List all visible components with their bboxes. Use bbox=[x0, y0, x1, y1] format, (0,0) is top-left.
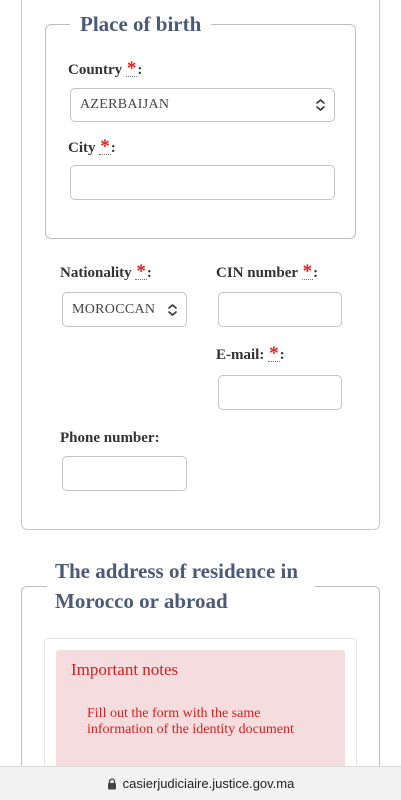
country-select[interactable]: AZERBAIJAN bbox=[70, 88, 335, 122]
address-legend: The address of residence in Morocco or abroad bbox=[47, 556, 315, 616]
city-input[interactable] bbox=[70, 165, 335, 200]
browser-url-bar[interactable] bbox=[0, 766, 401, 800]
important-notes-text: Fill out the form with the same information of the identity document bbox=[87, 706, 294, 737]
important-notes-title: Important notes bbox=[71, 660, 179, 679]
required-marker: * bbox=[136, 261, 146, 282]
chevron-updown-icon bbox=[315, 98, 326, 112]
required-marker: * bbox=[126, 58, 137, 79]
required-marker: * bbox=[302, 261, 313, 282]
nationality-select[interactable]: MOROCCAN bbox=[62, 292, 187, 327]
chevron-updown-icon bbox=[167, 303, 178, 317]
country-label: Country *: bbox=[68, 58, 143, 79]
city-label: City *: bbox=[68, 136, 116, 157]
cin-number-input[interactable] bbox=[218, 292, 342, 327]
phone-number-label: Phone number: bbox=[60, 430, 160, 446]
email-input[interactable] bbox=[218, 375, 342, 410]
nationality-label: Nationality *: bbox=[60, 261, 152, 282]
phone-number-input[interactable] bbox=[62, 456, 187, 491]
place-of-birth-legend: Place of birth bbox=[70, 10, 211, 38]
lock-icon bbox=[107, 778, 117, 790]
cin-number-label: CIN number *: bbox=[216, 261, 319, 282]
required-marker: * bbox=[100, 136, 110, 157]
required-marker: * bbox=[269, 343, 279, 364]
url-text: casierjudiciaire.justice.gov.ma bbox=[122, 776, 295, 791]
email-label: E-mail: *: bbox=[216, 343, 285, 364]
place-of-birth-fieldset bbox=[45, 12, 356, 239]
